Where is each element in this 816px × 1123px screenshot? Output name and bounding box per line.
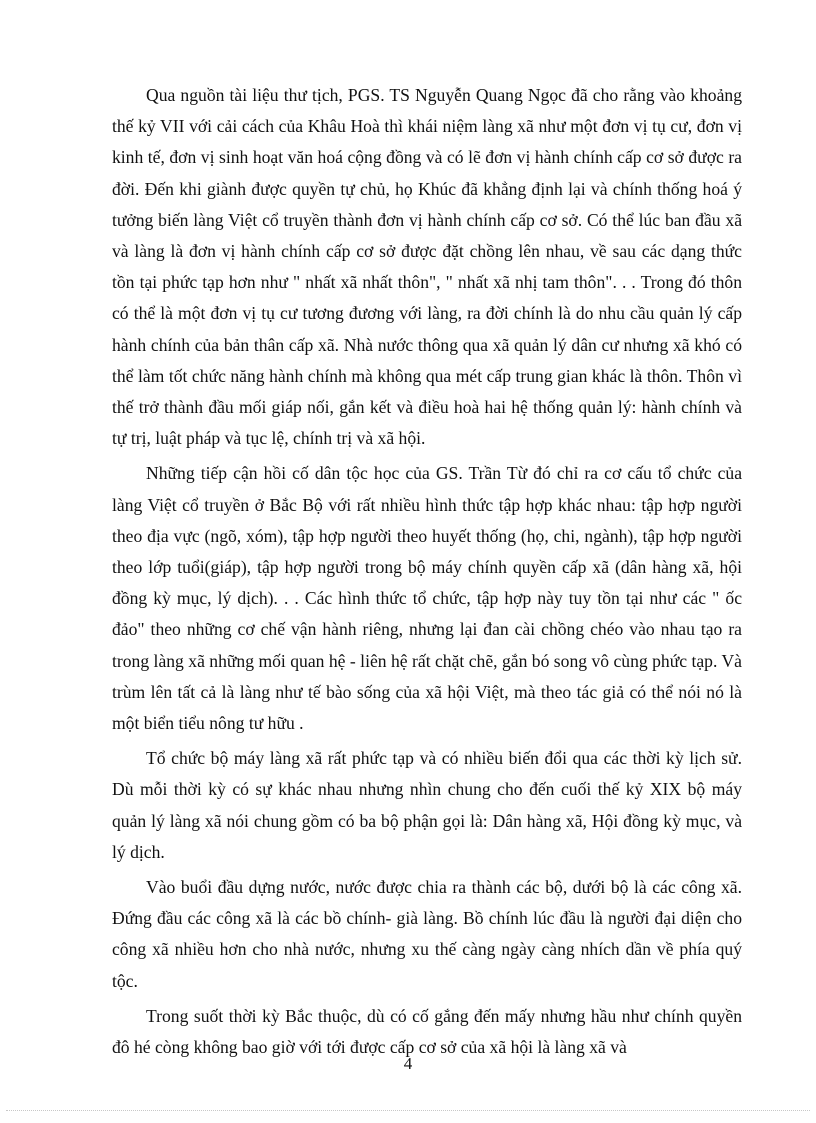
paragraph-2: Những tiếp cận hồi cố dân tộc học của GS. Trần Từ đó chỉ ra cơ cấu tổ chức của làng Việt cổ truyền ở Bắc Bộ với rất nhiều hình thức tập hợp khác nhau: tập hợp người theo địa vực (ngõ, xóm), tập hợp người theo huyết thống (họ, chi, ngành), tập hợp người theo lớp tuổi(giáp), tập hợp người trong bộ máy chính quyền cấp xã (dân hàng xã, hội đồng kỳ mục, lý dịch). . . Các hình thức tổ chức, tập hợp này tuy tồn tại như các " ốc đảo" theo những cơ chế vận hành riêng, nhưng lại đan cài chồng chéo vào nhau tạo ra trong làng xã những mối quan hệ - liên hệ rất chặt chẽ, gắn bó song vô cùng phức tạp. Và trùm lên tất cả là làng như tế bào sống của xã hội Việt, mà theo tác giả có thể nói nó là một biển tiểu nông tư hữu .: [112, 463, 742, 734]
body-text: [112, 80, 742, 1067]
paragraph-5: Trong suốt thời kỳ Bắc thuộc, dù có cố gắng đến mấy nhưng hầu như chính quyền đô hé còng không bao giờ với tới được cấp cơ sở của xã hội là làng xã và: [112, 1005, 742, 1058]
paragraph-4: Vào buổi đầu dựng nước, nước được chia ra thành các bộ, dưới bộ là các công xã. Đứng đầu các công xã là các bồ chính- già làng. Bồ chính lúc đầu là người đại diện cho công xã nhiều hơn cho nhà nước, nhưng xu thế càng ngày càng nhích dần về phía quý tộc.: [112, 877, 742, 991]
paragraph-1: Qua nguồn tài liệu thư tịch, PGS. TS Nguyễn Quang Ngọc đã cho rằng vào khoảng thế kỷ VII với cải cách của Khâu Hoà thì khái niệm làng xã như một đơn vị tụ cư, đơn vị kinh tế, đơn vị sinh hoạt văn hoá cộng đồng và có lẽ đơn vị hành chính cấp cơ sở được ra đời. Đến khi giành được quyền tự chủ, họ Khúc đã khẳng định lại và chính thống hoá ý tưởng biến làng Việt cổ truyền thành đơn vị hành chính cấp cơ sở. Có thể lúc ban đầu xã và làng là đơn vị hành chính cấp cơ sở được đặt chồng lên nhau, về sau các dạng thức tồn tại phức tạp hơn như " nhất xã nhất thôn", " nhất xã nhị tam thôn". . . Trong đó thôn có thể là một đơn vị tụ cư tương đương với làng, ra đời chính là do nhu cầu quản lý cấp hành chính của bản thân cấp xã. Nhà nước thông qua xã quản lý dân cư nhưng xã khó có thể làm tốt chức năng hành chính mà không qua mét cấp trung gian khác là thôn. Thôn vì thế trở thành đầu mối giáp nối, gắn kết và điều hoà hai hệ thống quản lý: hành chính và tự trị, luật pháp và tục lệ, chính trị và xã hội.: [112, 85, 742, 449]
page-number: 4: [403, 1054, 413, 1073]
page-bottom-divider: [6, 1110, 810, 1111]
paragraph-3: Tổ chức bộ máy làng xã rất phức tạp và có nhiều biến đổi qua các thời kỳ lịch sử. Dù mỗi thời kỳ có sự khác nhau nhưng nhìn chung cho đến cuối thế kỷ XIX bộ máy quản lý làng xã nói chung gồm có ba bộ phận gọi là: Dân hàng xã, Hội đồng kỳ mục, và lý dịch.: [112, 748, 742, 862]
